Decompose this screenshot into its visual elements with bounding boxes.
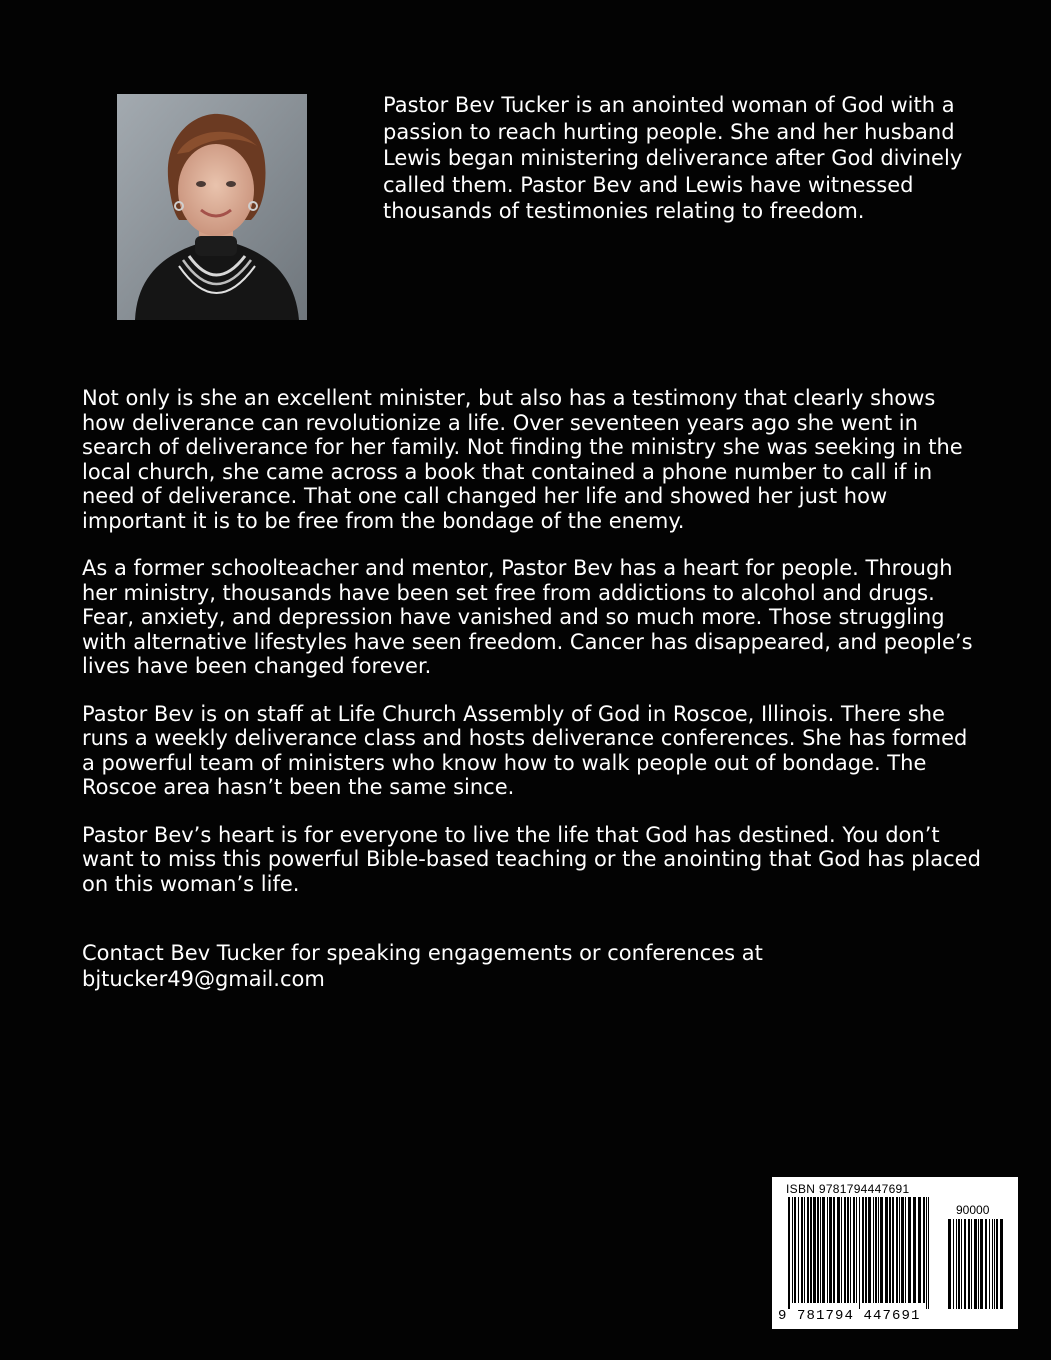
price-code: 90000 — [956, 1203, 990, 1217]
intro-paragraph: Pastor Bev Tucker is an anointed woman of God with a passion to reach hurting people. She and her husband Lewis began ministering deliverance after God divinely called them. Pastor Bev and Lewis have witnessed thousands of testimonies relating to freedom. — [383, 93, 963, 224]
barcode-digits: 9 781794 447691 — [778, 1308, 921, 1324]
biography-body — [82, 386, 982, 919]
author-portrait-icon — [117, 94, 307, 320]
isbn-label: ISBN 9781794447691 — [786, 1182, 910, 1196]
author-photo — [117, 94, 307, 320]
bio-paragraph: Pastor Bev’s heart is for everyone to live the life that God has destined. You don’t want to miss this powerful Bible-based teaching or the anointing that God has placed on this woman’s life. — [82, 822, 981, 896]
bio-paragraph: As a former schoolteacher and mentor, Pastor Bev has a heart for people. Through her ministry, thousands have been set free from addictions to alcohol and drugs. Fear, anxiety, and depression have vanished and so much more. Those struggling with alternative lifestyles have seen freedom. Cancer has disappeared, and people’s lives have been changed forever. — [82, 556, 973, 678]
contact-email: bjtucker49@gmail.com — [82, 967, 325, 991]
bio-paragraph: Pastor Bev is on staff at Life Church Assembly of God in Roscoe, Illinois. There she runs a weekly deliverance class and hosts deliverance conferences. She has formed a powerful team of ministers who know how to walk people out of bondage. The Roscoe area hasn’t been the same since. — [82, 701, 968, 799]
contact-line: Contact Bev Tucker for speaking engagements or conferences at — [82, 941, 763, 965]
bio-paragraph: Not only is she an excellent minister, but also has a testimony that clearly shows how deliverance can revolutionize a life. Over seventeen years ago she went in search of deliverance for her family. Not finding the ministry she was seeking in the local church, she came across a book that contained a phone number to call if in need of deliverance. That one call changed her life and showed her just how important it is to be free from the bondage of the enemy. — [82, 386, 963, 533]
isbn-barcode — [772, 1177, 1018, 1329]
contact-info — [82, 940, 982, 992]
